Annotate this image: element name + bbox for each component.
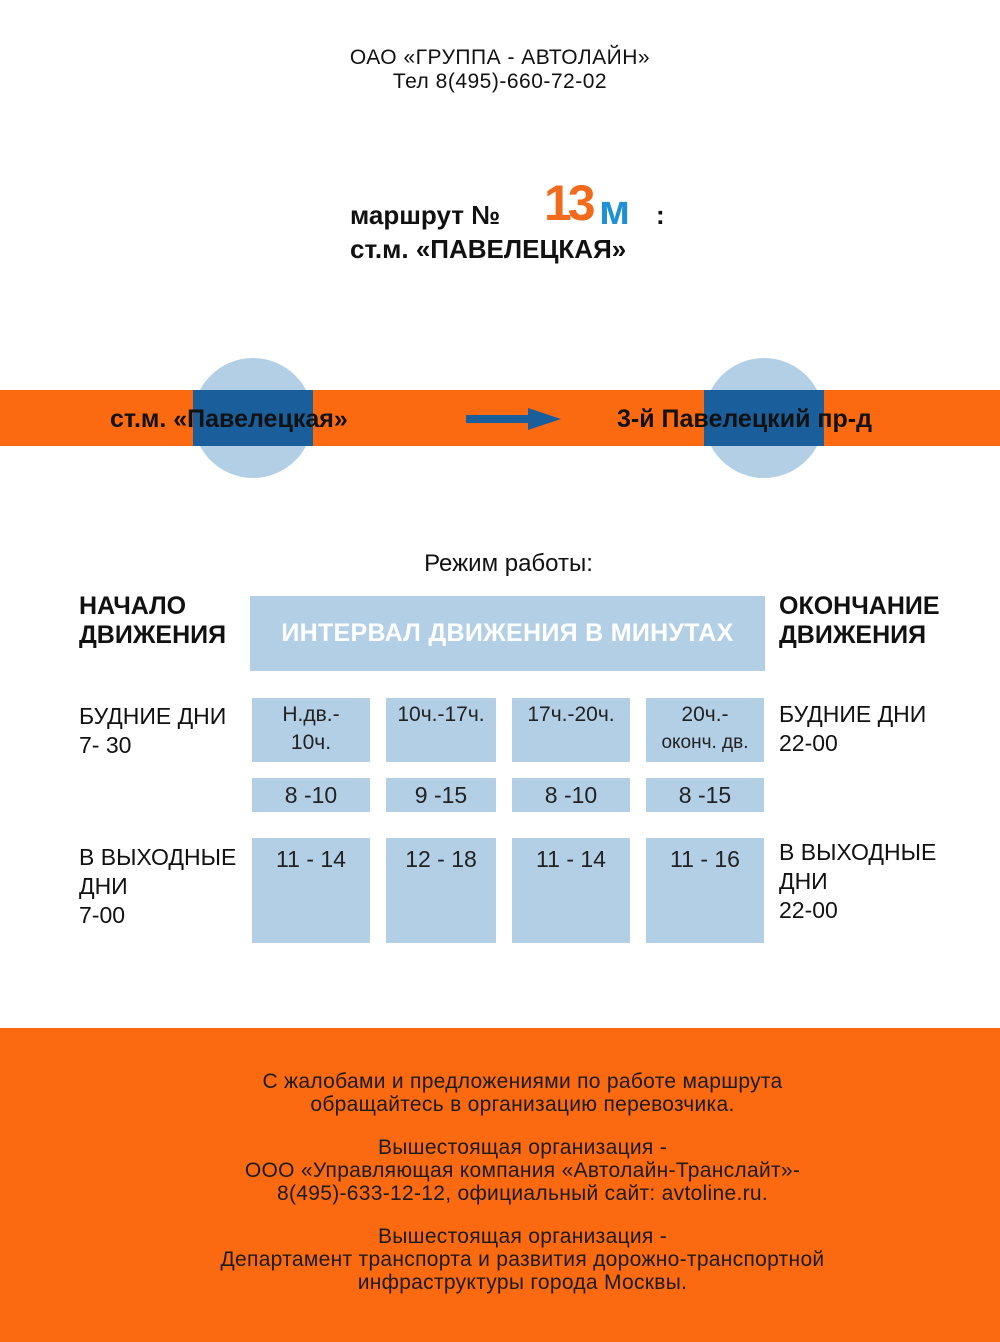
route-suffix: м	[599, 186, 631, 233]
org1-line: ООО «Управляющая компания «Автолайн-Транслайт»-	[244, 1159, 801, 1182]
complaints-line: С жалобами и предложениями по работе маршрута	[262, 1070, 783, 1093]
route-number: 13	[544, 175, 592, 231]
period-line1: 20ч.-	[681, 703, 729, 726]
org1-line: Вышестоящая организация -	[377, 1136, 668, 1159]
stop-to: 3-й Павелецкий пр-д	[617, 405, 872, 433]
weekday-interval-cell: 9 -15	[386, 778, 496, 812]
weekend-interval-cell: 11 - 14	[252, 838, 370, 943]
start-heading	[79, 592, 226, 650]
parent-org-1	[0, 1136, 1000, 1205]
weekday-interval-cell: 8 -10	[252, 778, 370, 812]
weekday-interval-cell: 8 -10	[512, 778, 630, 812]
weekday-end	[779, 700, 926, 758]
interval-heading: ИНТЕРВАЛ ДВИЖЕНИЯ В МИНУТАХ	[250, 596, 765, 671]
parent-org-2	[0, 1225, 1000, 1294]
period-line1: 10ч.-17ч.	[397, 703, 485, 726]
period-cell	[512, 698, 630, 762]
weekday-start	[79, 702, 226, 760]
end-heading-line2: ДВИЖЕНИЯ	[779, 621, 927, 649]
route-station: ст.м. «ПАВЕЛЕЦКАЯ»	[350, 234, 627, 264]
org2-line: Департамент транспорта и развития дорожно-транспортной	[220, 1248, 825, 1271]
arrow-right-icon	[466, 408, 561, 430]
period-cell	[646, 698, 764, 762]
weekend-end-time: 22-00	[779, 897, 838, 923]
weekday-start-time: 7- 30	[79, 732, 132, 758]
weekend-interval-cell: 12 - 18	[386, 838, 496, 943]
weekday-label: БУДНИЕ ДНИ	[79, 703, 227, 729]
weekend-label-line1: В ВЫХОДНЫЕ	[79, 844, 237, 870]
weekday-end-label: БУДНИЕ ДНИ	[779, 701, 927, 727]
weekend-interval-cell: 11 - 14	[512, 838, 630, 943]
start-heading-line1: НАЧАЛО	[79, 592, 187, 620]
complaints-line: обращайтесь в организацию перевозчика.	[310, 1093, 735, 1116]
weekday-interval-cell: 8 -15	[646, 778, 764, 812]
org2-line: Вышестоящая организация -	[377, 1225, 668, 1248]
route-label: маршрут №	[350, 200, 501, 230]
start-heading-line2: ДВИЖЕНИЯ	[79, 621, 227, 649]
route-title	[350, 172, 690, 264]
period-cell	[386, 698, 496, 762]
company-name: ОАО «ГРУППА - АВТОЛАЙН»	[349, 46, 651, 69]
footer-text	[0, 1070, 1000, 1314]
period-cell	[252, 698, 370, 762]
mode-title: Режим работы:	[424, 550, 593, 577]
weekend-end	[779, 838, 936, 925]
company-header	[0, 46, 1000, 94]
weekend-label-line2: ДНИ	[79, 873, 128, 899]
period-line2: 10ч.	[290, 731, 332, 754]
end-heading-line1: ОКОНЧАНИЕ	[779, 592, 940, 620]
stop-from: ст.м. «Павелецкая»	[110, 405, 348, 433]
weekend-start	[79, 843, 236, 930]
weekend-interval-cell: 11 - 16	[646, 838, 764, 943]
org2-line: инфраструктуры города Москвы.	[357, 1271, 688, 1294]
route-colon: :	[656, 200, 665, 230]
company-phone: Тел 8(495)-660-72-02	[392, 70, 608, 93]
weekday-end-time: 22-00	[779, 730, 838, 756]
weekend-end-label-line2: ДНИ	[779, 868, 828, 894]
complaints-notice	[0, 1070, 1000, 1116]
footer-panel	[0, 1028, 1000, 1342]
weekend-end-label-line1: В ВЫХОДНЫЕ	[779, 839, 937, 865]
period-line2: оконч. дв.	[661, 732, 749, 753]
org1-line: 8(495)-633-12-12, официальный сайт: avtoline.ru.	[276, 1182, 768, 1205]
end-heading	[779, 592, 940, 650]
weekend-start-time: 7-00	[79, 902, 126, 928]
period-line1: 17ч.-20ч.	[527, 703, 615, 726]
period-line1: Н.дв.-	[282, 703, 340, 726]
